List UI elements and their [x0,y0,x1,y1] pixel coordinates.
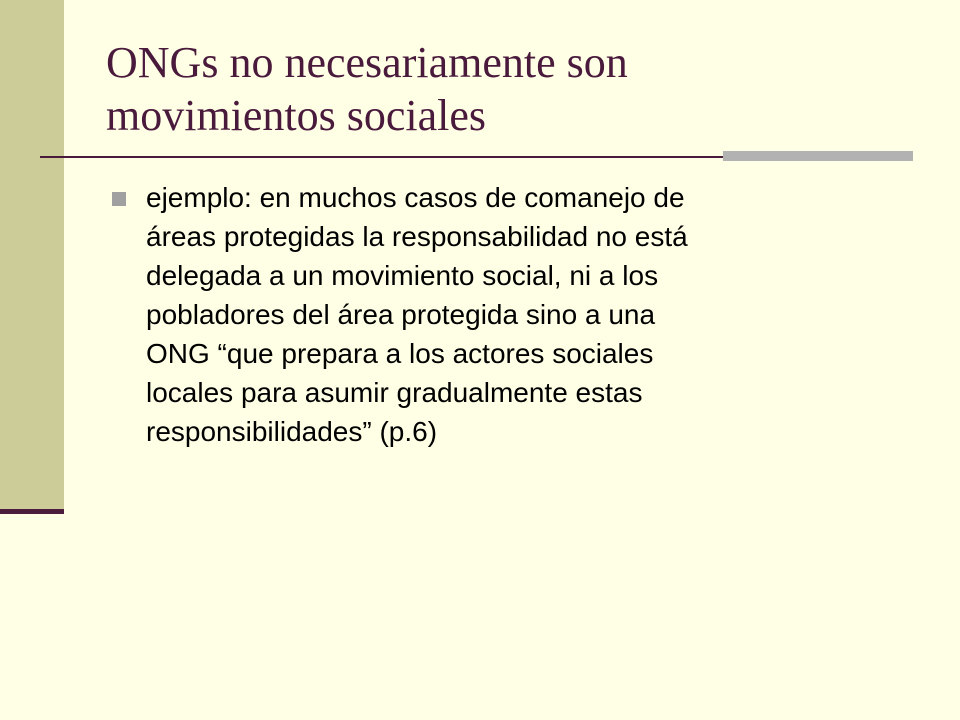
bullet-list [112,178,852,451]
bullet-text-line: delegada a un movimiento social, ni a los [146,260,659,291]
bullet-text-line: locales para asumir gradualmente estas [146,377,643,408]
slide-title-line: ONGs no necesariamente son [106,38,628,87]
bullet-item [112,178,852,451]
side-bar-underline [0,509,64,514]
slide-title-line: movimientos sociales [106,91,487,140]
slide-title [106,36,926,142]
title-divider-accent [723,151,913,161]
square-bullet-icon [112,192,126,206]
bullet-text-line: responsibilidades” (p.6) [146,416,438,447]
side-bar-decoration [0,0,64,512]
bullet-text-line: pobladores del área protegida sino a una [146,299,656,330]
bullet-text-line: áreas protegidas la responsabilidad no está [146,221,688,252]
bullet-text-line: ONG “que prepara a los actores sociales [146,338,654,369]
bullet-text-line: ejemplo: en muchos casos de comanejo de [146,182,685,213]
